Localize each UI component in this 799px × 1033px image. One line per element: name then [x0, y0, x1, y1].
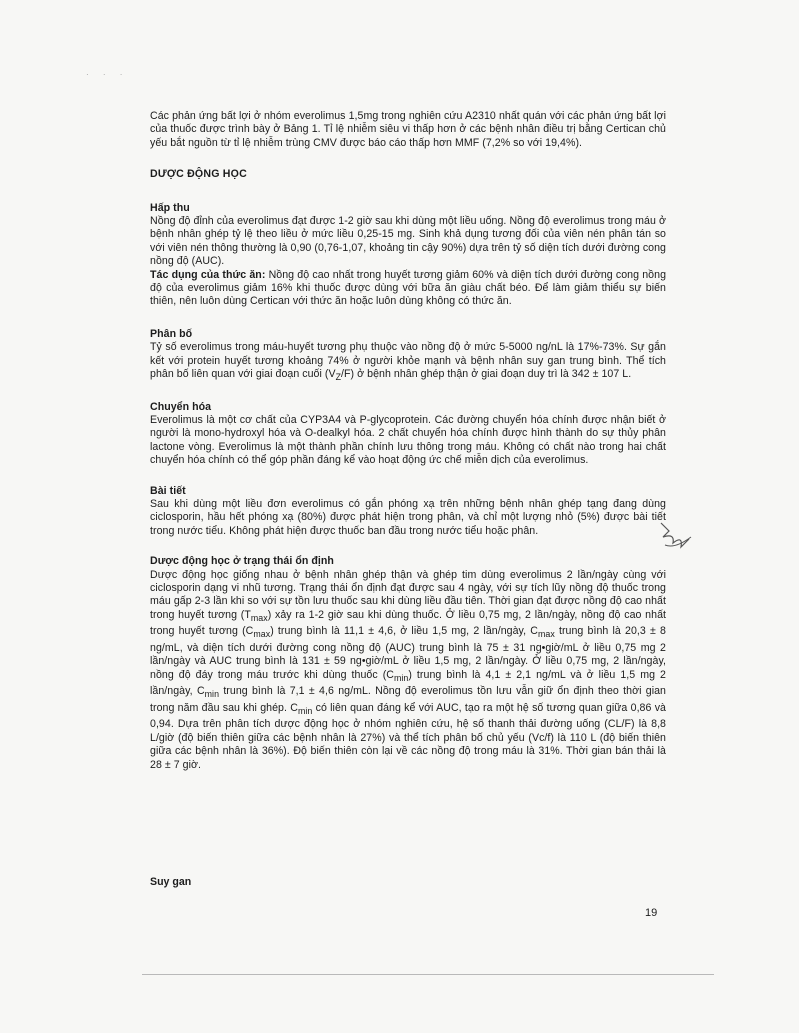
ss-sub-cmin-1: min: [393, 672, 409, 683]
ss-text-4: trung bình là 20,3 ± 8 ng/mL, và diện tích dưới đường cong nồng độ (AUC) trung bình là 75 ± 31 ng•giờ/mL ở liều 0,75 mg 2 lần/ngày và AUC trung bình là 131 ± 59 ng•giờ/mL ở liều 1,5 mg, 2 lần/ngày. Ở liều 0,75 mg, 2 lần/ngày, nồng độ đáy trong máu trước khi dùng thuốc (C: [150, 625, 666, 681]
excretion-section: [150, 485, 666, 539]
intro-paragraph: Các phản ứng bất lợi ở nhóm everolimus 1,5mg trong nghiên cứu A2310 nhất quán với các phản ứng bất lợi của thuốc được trình bày ở Bảng 1. Tỉ lệ nhiễm siêu vi thấp hơn ở các bệnh nhân điều trị bằng Certican chủ yếu bắt nguồn từ tỉ lệ nhiễm trùng CMV được báo cáo thấp hơn MMF (7,2% so với 19,4%).: [150, 110, 666, 149]
distribution-text-a: Tỷ số everolimus trong máu-huyết tương phụ thuộc vào nồng độ ở mức 5-5000 ng/nL là 17%-73%. Sự gắn kết với protein huyết tương khoảng 74% ở người khỏe mạnh và bệnh nhân suy gan trung bình. Thể tích phân bố liên quan với giai đoạn cuối (V: [150, 341, 666, 381]
ss-text-3: ) trung bình là 11,1 ± 4,6, ở liều 1,5 mg, 2 lần/ngày, C: [270, 625, 538, 638]
ss-sub-cmax-1: max: [253, 629, 271, 640]
steady-state-heading: Dược động học ở trạng thái ổn định: [150, 555, 334, 568]
ss-sub-cmin-2: min: [204, 689, 220, 700]
absorption-paragraph: Nồng độ đỉnh của everolimus đạt được 1-2 giờ sau khi dùng một liều uống. Nồng độ everolimus trong máu ở bệnh nhân ghép tỷ lệ theo liều ở mức liều 0,25-15 mg. Sinh khả dụng tương đối của viên nén phân tán so với viên nén thông thường là 0,90 (0,76-1,07, khoảng tin cậy 90%) dựa trên tỷ số diện tích dưới đường cong nồng độ (AUC).: [150, 215, 666, 268]
steady-state-paragraph: [150, 569, 666, 772]
distribution-subscript: Z: [335, 372, 342, 383]
ss-text-2: ) xảy ra 1-2 giờ sau khi dùng thuốc. Ở liều 0,75 mg, 2 lần/ngày, nồng độ cao nhất trong huyết tương (C: [150, 608, 667, 638]
metabolism-section: [150, 401, 666, 468]
footer-divider: [142, 974, 714, 975]
scan-margin-marks: · · ·: [86, 70, 129, 79]
ss-text-5: ) trung bình là 4,1 ± 2,1 ng/mL và ở liều 1,5 mg 2 lần/ngày, C: [150, 668, 666, 698]
ss-sub-cmax-2: max: [537, 629, 555, 640]
excretion-heading: Bài tiết: [150, 484, 186, 497]
section-title: DƯỢC ĐỘNG HỌC: [150, 168, 247, 181]
food-effect-paragraph: [150, 269, 666, 309]
steady-state-section: [150, 555, 666, 772]
liver-heading: Suy gan: [150, 875, 192, 888]
ss-sub-cmin-3: min: [297, 705, 313, 716]
food-effect-text: Nồng độ cao nhất trong huyết tương giảm 60% và diện tích dưới đường cong nồng độ của everolimus giảm 16% khi thuốc được dùng với bữa ăn giàu chất béo. Để làm giảm thiểu sự biến thiên, nên luôn dùng Certican với thức ăn hoặc luôn dùng không có thức ăn.: [150, 268, 667, 308]
food-effect-label: Tác dụng của thức ăn:: [150, 268, 266, 281]
distribution-paragraph: [150, 341, 666, 384]
absorption-heading: Hấp thu: [150, 201, 190, 214]
distribution-heading: Phân bố: [150, 327, 193, 340]
metabolism-paragraph: Everolimus là một cơ chất của CYP3A4 và P-glycoprotein. Các đường chuyển hóa chính được nhận biết ở người là mono-hydroxyl hóa và O-dealkyl hóa. 2 chất chuyển hóa chính được hình thành do sự thủy phân lactone vòng. Everolimus là một thành phần chính lưu thông trong máu. Không có chất nào trong hai chất chuyển hóa chính có thể góp phần đáng kể vào hoạt động ức chế miễn dịch của everolimus.: [150, 414, 666, 467]
ss-text-6: trung bình là 7,1 ± 4,6 ng/mL. Nồng độ everolimus tồn lưu vẫn giữ ổn định theo thời gian trong năm đầu sau khi ghép. C: [150, 685, 666, 714]
distribution-section: [150, 328, 666, 385]
absorption-section: [150, 202, 666, 309]
ss-sub-tmax: max: [250, 613, 268, 623]
metabolism-heading: Chuyển hóa: [150, 400, 212, 413]
ss-text-1: Dược động học giống nhau ở bệnh nhân ghép thận và ghép tim dùng everolimus 2 lần/ngày cùng với ciclosporin dạng vi nhũ tương. Trạng thái ổn định đạt được sau 4 ngày, với sự tích lũy nồng độ thuốc trong máu gấp 2-3 lần khi so với sự tồn lưu thuốc sau khi dùng liều đầu tiên. Thời gian đạt được nồng độ cao nhất trong huyết tương (T: [150, 568, 666, 621]
distribution-text-b: /F) ở bệnh nhân ghép thận ở giai đoạn duy trì là 342 ± 107 L.: [341, 368, 632, 381]
page-number: 19: [645, 907, 658, 919]
ss-text-7: có liên quan đáng kể với AUC, tạo ra một hệ số tương quan giữa 0,86 và 0,94. Dựa trên phân tích dược động học ở nhóm nghiên cứu, hệ số thanh thải đường uống (CL/F) là 8,8 L/giờ (độ biến thiên giữa các bệnh nhân là 27%) và thể tích phân bố chủ yếu (Vc/f) là 110 L (độ biến thiên giữa các bệnh nhân là 36%). Độ biến thiên còn lại về các nồng độ trong máu là 31%. Thời gian bán thải là 28 ± 7 giờ.: [150, 701, 666, 771]
excretion-paragraph: Sau khi dùng một liều đơn everolimus có gắn phóng xạ trên những bệnh nhân ghép tạng đang dùng ciclosporin, hầu hết phóng xạ (80%) được phát hiện trong phân, và chỉ một lượng nhỏ (5%) được bài tiết trong nước tiểu. Không phát hiện được thuốc ban đầu trong nước tiểu hoặc phân.: [150, 498, 666, 537]
handwritten-initial-mark: [655, 515, 700, 555]
page-content: [150, 110, 666, 772]
